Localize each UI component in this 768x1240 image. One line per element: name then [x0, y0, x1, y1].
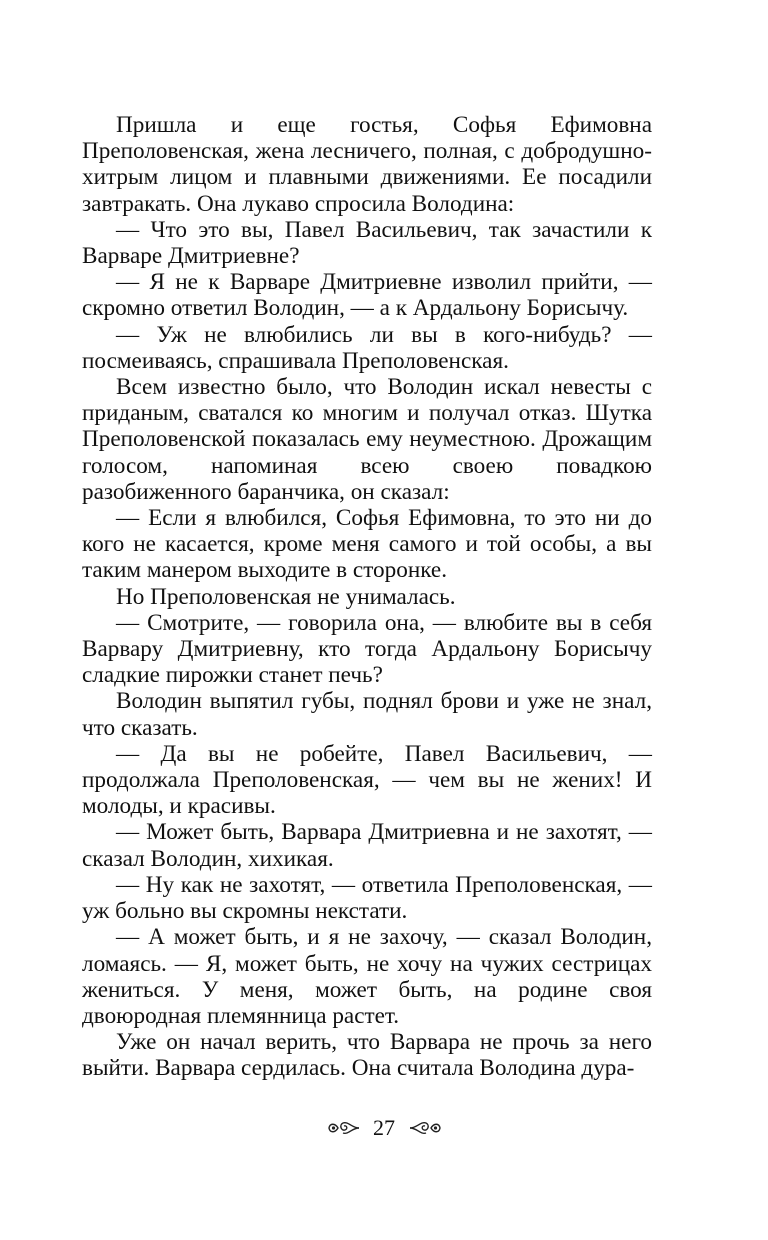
paragraph-4: — Уж не влюбились ли вы в кого-нибудь? — посмеиваясь, спрашивала Преполовенская. — [82, 321, 652, 374]
paragraph-8: — Смотрите, — говорила она, — влюбите вы в себя Варвару Дмитриевну, кто тогда Ардальону Борисычу сладкие пирожки станет печь? — [82, 609, 652, 689]
paragraph-5: Всем известно было, что Володин искал невесты с приданым, сватался ко многим и получал отказ. Шутка Преполовенской показалась ему неуместною. Дрожащим голосом, напоминая всею своею повадкою разобиженного баранчика, он сказал: — [82, 374, 652, 505]
page-number: 27 — [373, 1114, 395, 1140]
paragraph-13: — А может быть, и я не захочу, — сказал Володин, ломаясь. — Я, может быть, не хочу на чужих сестрицах жениться. У меня, может быть, на родине своя двоюродная племянница растет. — [82, 924, 652, 1029]
paragraph-7: Но Преполовенская не унималась. — [116, 583, 456, 610]
paragraph-9: Володин выпятил губы, поднял брови и уже не знал, что сказать. — [82, 688, 652, 741]
left-ornament-icon — [326, 1117, 360, 1139]
paragraph-3: — Я не к Варваре Дмитриевне изволил прийти, — скромно ответил Володин, — а к Ардальону Борисычу. — [82, 269, 652, 322]
paragraph-2: — Что это вы, Павел Васильевич, так зачастили к Варваре Дмитриевне? — [82, 216, 652, 270]
paragraph-11: — Может быть, Варвара Дмитриевна и не захотят, — сказал Володин, хихикая. — [82, 819, 652, 872]
paragraph-14: Уже он начал верить, что Варвара не прочь за него выйти. Варвара сердилась. Она считала Володина дура- — [82, 1029, 652, 1082]
paragraph-1: Пришла и еще гостья, Софья Ефимовна Преполовенская, жена лесничего, полная, с добродушно-хитрым лицом и плавными движениями. Ее посадили завтракать. Она лукаво спросила Володина: — [82, 112, 652, 217]
paragraph-10: — Да вы не робейте, Павел Васильевич, — продолжала Преполовенская, — чем вы не жених! И молоды, и красивы. — [82, 740, 652, 820]
page-footer — [0, 1113, 768, 1141]
paragraph-6: — Если я влюбился, Софья Ефимовна, то это ни до кого не касается, кроме меня самого и той особы, а вы таким манером выходите в сторонке. — [82, 505, 652, 584]
right-ornament-icon — [409, 1117, 443, 1139]
paragraph-12: — Ну как не захотят, — ответила Преполовенская, — уж больно вы скромны некстати. — [82, 871, 652, 925]
page-text — [82, 112, 652, 1082]
